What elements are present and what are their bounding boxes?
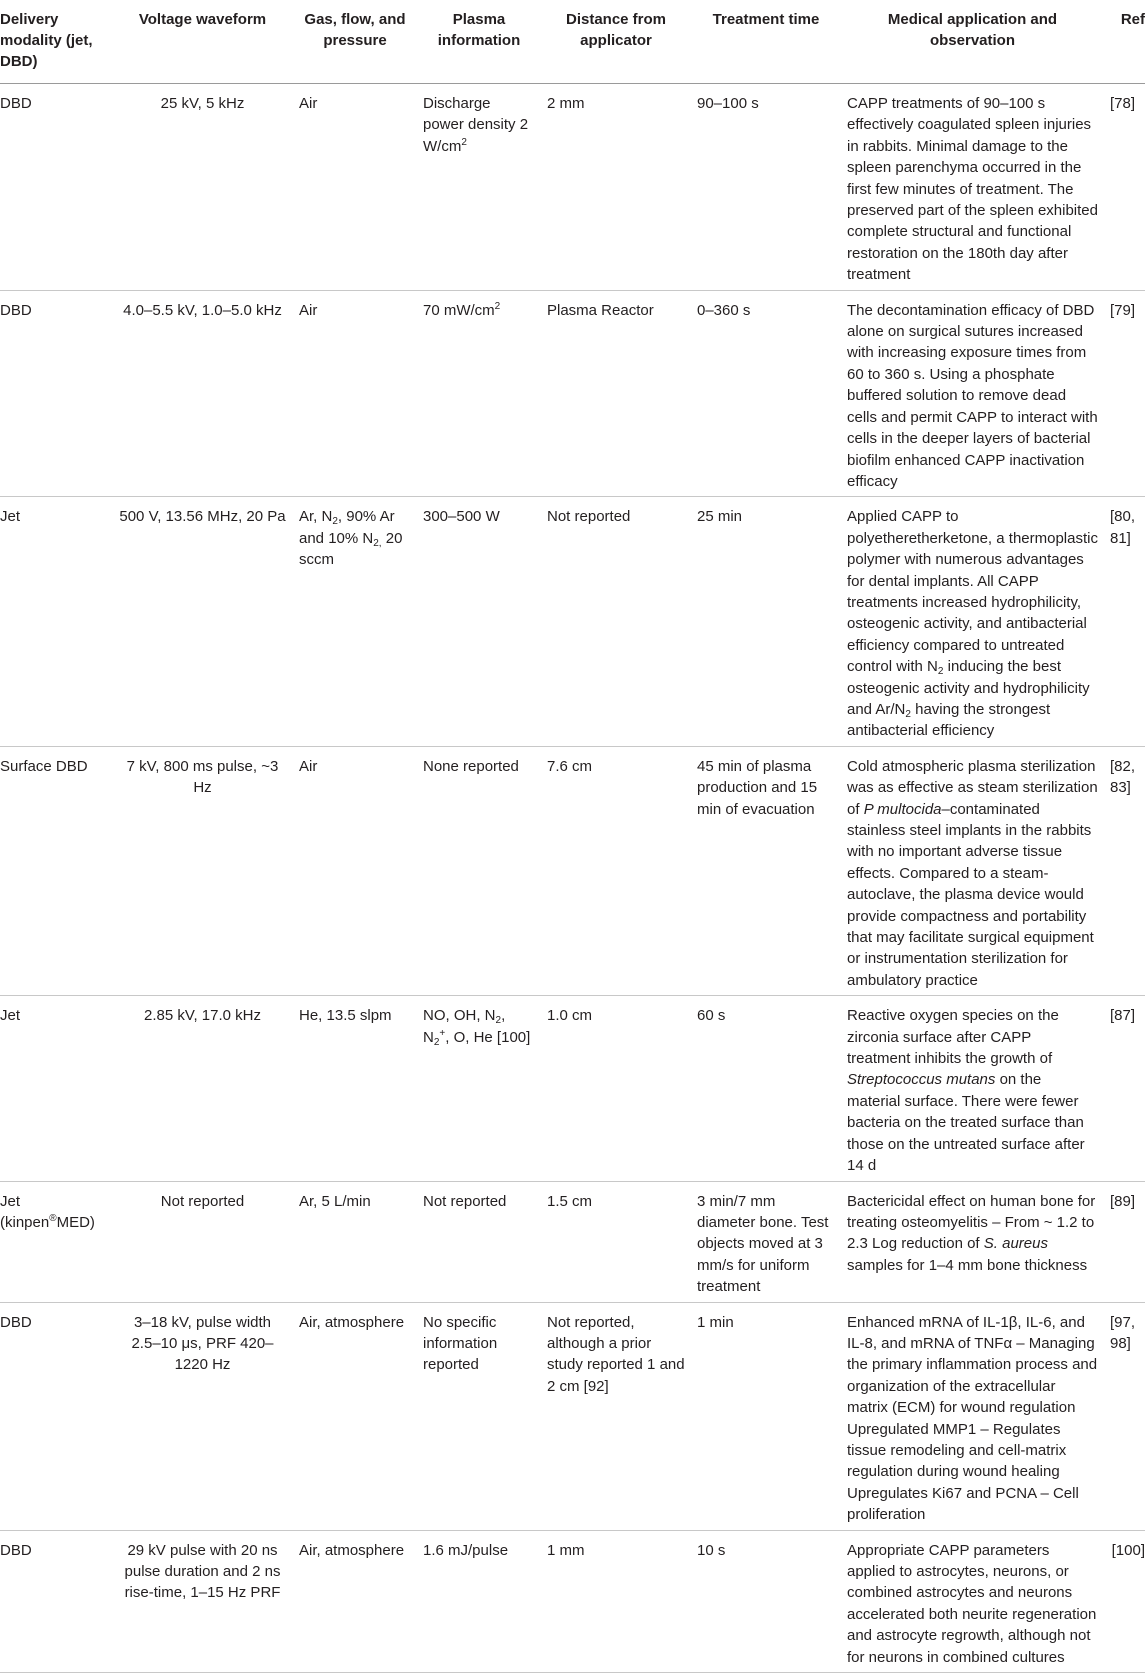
subscript: 2, — [373, 537, 382, 549]
cell-application: CAPP treatments of 90–100 s effectively coagulated spleen injuries in rabbits. Minimal damage to the spleen parenchyma occurred in the first few minutes of treatment. The preserved part of the spleen exhibited complete structural and functional restoration on the 180th day after treatment — [841, 84, 1104, 291]
cell-application — [841, 1181, 1104, 1302]
cell-plasma: 1.6 mJ/pulse — [417, 1530, 541, 1672]
cell-voltage: 7 kV, 800 ms pulse, ~3 Hz — [112, 746, 293, 995]
cell-distance: 1.0 cm — [541, 996, 691, 1181]
cell-voltage: 25 kV, 5 kHz — [112, 84, 293, 291]
cell-application-text: Reactive oxygen species on the zirconia surface after CAPP treatment inhibits the growth of — [847, 1007, 1059, 1068]
cell-time: 25 min — [691, 497, 841, 746]
cell-gas: Ar, 5 L/min — [293, 1181, 417, 1302]
header-time: Treatment time — [691, 0, 841, 84]
cell-plasma: None reported — [417, 746, 541, 995]
cell-ref: [89] — [1104, 1181, 1145, 1302]
cell-time: 1 min — [691, 1302, 841, 1530]
italic-species: P multocida — [863, 800, 942, 818]
cell-plasma-text: NO, OH, N — [423, 1007, 496, 1025]
cell-ref: [100] — [1104, 1530, 1145, 1672]
cell-voltage: Not reported — [112, 1181, 293, 1302]
cell-distance: 2 mm — [541, 84, 691, 291]
cell-application-text: inducing the best osteogenic activity and hydrophilicity and Ar/N — [847, 658, 1090, 718]
italic-species: Streptococcus mutans — [847, 1071, 996, 1089]
cell-distance: Not reported, although a prior study reported 1 and 2 cm [92] — [541, 1302, 691, 1530]
cell-ref: [87] — [1104, 996, 1145, 1181]
cell-plasma: Not reported — [417, 1181, 541, 1302]
cell-gas: Air — [293, 746, 417, 995]
cell-application: Appropriate CAPP parameters applied to astrocytes, neurons, or combined astrocytes and neurons accelerated both neurite regeneration and astrocyte regrowth, although not for neurons in combined cultures — [841, 1530, 1104, 1672]
cell-ref: [78] — [1104, 84, 1145, 291]
cell-gas: He, 13.5 slpm — [293, 996, 417, 1181]
cell-gas: Air, atmosphere — [293, 1530, 417, 1672]
cell-plasma — [417, 84, 541, 291]
cell-plasma-text: , O, He [100] — [445, 1028, 531, 1046]
cell-modality: Jet — [0, 996, 112, 1181]
cell-distance: 1 mm — [541, 1530, 691, 1672]
cell-gas: Air — [293, 84, 417, 291]
cell-time: 0–360 s — [691, 290, 841, 497]
cell-application: The decontamination efficacy of DBD alone on surgical sutures increased with increasing exposure times from 60 to 360 s. Using a phosphate buffered solution to remove dead cells and permit CAPP to interact with cells in the deeper layers of bacterial biofilm enhanced CAPP inactivation efficacy — [841, 290, 1104, 497]
superscript: 2 — [494, 300, 501, 312]
cell-ref: [97, 98] — [1104, 1302, 1145, 1530]
superscript: ® — [49, 1212, 57, 1224]
subscript: 2 — [433, 1036, 440, 1048]
superscript: 2 — [461, 136, 467, 148]
cell-plasma: No specific information reported — [417, 1302, 541, 1530]
cell-time: 10 s — [691, 1530, 841, 1672]
table-row — [0, 996, 1145, 1181]
cell-modality — [0, 1181, 112, 1302]
cell-modality: DBD — [0, 290, 112, 497]
cell-modality: DBD — [0, 1530, 112, 1672]
cell-voltage: 29 kV pulse with 20 ns pulse duration and 2 ns rise-time, 1–15 Hz PRF — [112, 1530, 293, 1672]
table-row — [0, 290, 1145, 497]
header-modality: Delivery modality (jet, DBD) — [0, 0, 112, 84]
cell-plasma-text: Discharge power density 2 W/cm — [423, 95, 529, 155]
header-application: Medical application and observation — [841, 0, 1104, 84]
cell-application-text: on the material surface. There were fewer bacteria on the treated surface than those on the untreated surface after 14 d — [847, 1071, 1085, 1175]
cell-distance: Plasma Reactor — [541, 290, 691, 497]
cell-plasma — [417, 996, 541, 1181]
cell-modality-text: Jet (kinpen — [0, 1192, 50, 1231]
cell-plasma-text: , N — [423, 1007, 506, 1046]
cell-time: 3 min/7 mm diameter bone. Test objects moved at 3 mm/s for uniform treatment — [691, 1181, 841, 1302]
cell-modality: Jet — [0, 497, 112, 746]
cell-distance: Not reported — [541, 497, 691, 746]
header-distance: Distance from applicator — [541, 0, 691, 84]
table-row — [0, 84, 1145, 291]
cell-application-text: Bactericidal effect on human bone for treating osteomyelitis – From ~ 1.2 to 2.3 Log reduction of — [847, 1192, 1096, 1253]
cell-application — [841, 996, 1104, 1181]
cell-voltage: 4.0–5.5 kV, 1.0–5.0 kHz — [112, 290, 293, 497]
header-ref: Ref — [1104, 0, 1145, 84]
cell-application-text: having the strongest antibacterial efficiency — [847, 700, 1051, 740]
cell-plasma-text: 70 mW/cm — [423, 301, 495, 319]
table-row — [0, 497, 1145, 746]
table-row — [0, 1302, 1145, 1530]
cell-gas: Air — [293, 290, 417, 497]
cell-application — [841, 497, 1104, 746]
cell-gas — [293, 497, 417, 746]
cell-application-text: Applied CAPP to polyetheretherketone, a thermoplastic polymer with numerous advantages for dental implants. All CAPP treatments increased hydrophilicity, osteogenic activity, and antibacterial efficiency compared to untreated control with N — [847, 508, 1098, 676]
cell-modality: DBD — [0, 84, 112, 291]
cell-gas-text: , 90% Ar and 10% N — [299, 508, 395, 547]
cell-application-text: samples for 1–4 mm bone thickness — [847, 1256, 1088, 1274]
cell-ref: [79] — [1104, 290, 1145, 497]
cell-modality-text: MED) — [56, 1213, 95, 1231]
subscript: 2 — [905, 708, 911, 720]
cell-time: 60 s — [691, 996, 841, 1181]
cell-plasma: 300–500 W — [417, 497, 541, 746]
header-plasma: Plasma information — [417, 0, 541, 84]
cell-gas: Air, atmosphere — [293, 1302, 417, 1530]
cell-modality: Surface DBD — [0, 746, 112, 995]
cell-distance: 7.6 cm — [541, 746, 691, 995]
cell-application-text: –contaminated stainless steel implants in the rabbits with no important adverse tissue effects. Compared to a steam-autoclave, the plasma device would provide compactness and portability that may facilitate surgical equipment or instrumentation sterilization for ambulatory practice — [847, 800, 1094, 989]
cell-ref: [82, 83] — [1104, 746, 1145, 995]
cell-time: 90–100 s — [691, 84, 841, 291]
cell-voltage: 500 V, 13.56 MHz, 20 Pa — [112, 497, 293, 746]
cell-gas-text: Ar, N — [299, 508, 333, 526]
header-voltage: Voltage waveform — [112, 0, 293, 84]
cell-voltage: 2.85 kV, 17.0 kHz — [112, 996, 293, 1181]
cell-application-text: Cold atmospheric plasma sterilization was as effective as steam sterilization of — [847, 757, 1098, 818]
cell-distance: 1.5 cm — [541, 1181, 691, 1302]
table-row — [0, 1530, 1145, 1672]
table-header — [0, 0, 1145, 84]
header-gas: Gas, flow, and pressure — [293, 0, 417, 84]
subscript: 2 — [332, 516, 338, 528]
subscript: 2 — [495, 1015, 502, 1027]
cell-gas-text: 20 sccm — [299, 529, 403, 569]
cell-ref: [80, 81] — [1104, 497, 1145, 746]
table-row — [0, 746, 1145, 995]
superscript: + — [439, 1027, 446, 1039]
table-row — [0, 1181, 1145, 1302]
cell-modality: DBD — [0, 1302, 112, 1530]
cell-voltage: 3–18 kV, pulse width 2.5–10 μs, PRF 420–1220 Hz — [112, 1302, 293, 1530]
italic-species: S. aureus — [983, 1235, 1048, 1253]
subscript: 2 — [937, 666, 944, 678]
cell-plasma — [417, 290, 541, 497]
cell-time: 45 min of plasma production and 15 min of evacuation — [691, 746, 841, 995]
cell-application — [841, 746, 1104, 995]
cell-application: Enhanced mRNA of IL-1β, IL-6, and IL-8, and mRNA of TNFα – Managing the primary inflammation process and organization of the extracellular matrix (ECM) for wound regulation Upregulated MMP1 – Regulates tissue remodeling and cell-matrix regulation during wound healing Upregulates Ki67 and PCNA – Cell proliferation — [841, 1302, 1104, 1530]
